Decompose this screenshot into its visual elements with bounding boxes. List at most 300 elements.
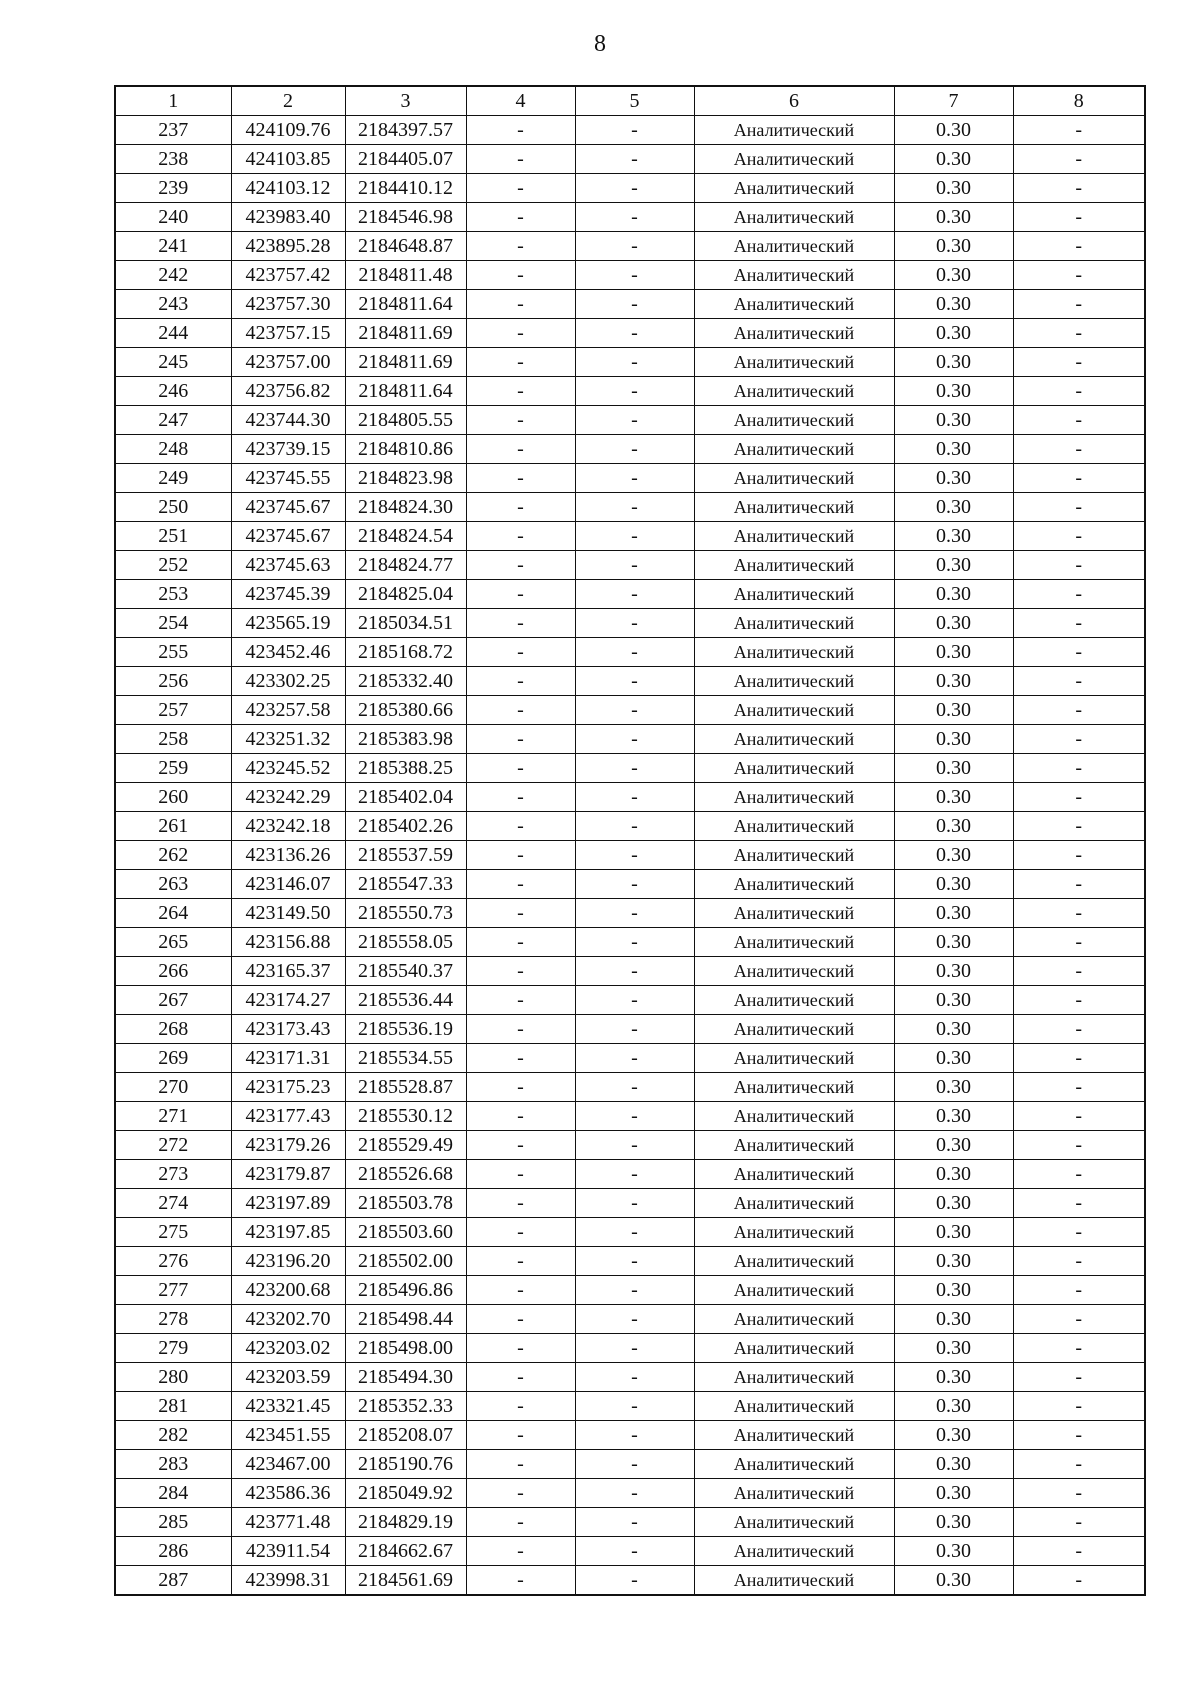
point-number-cell: 268: [115, 1015, 231, 1044]
y-coordinate-cell: 2184811.69: [345, 319, 466, 348]
x-coordinate-cell: 423757.00: [231, 348, 345, 377]
table-row: [115, 435, 1145, 464]
accuracy-cell: 0.30: [894, 1247, 1013, 1276]
column-5-cell: -: [575, 348, 694, 377]
method-cell: Аналитический: [694, 1450, 894, 1479]
header-cell-3: 3: [345, 86, 466, 116]
column-8-cell: -: [1013, 464, 1145, 493]
point-number-cell: 272: [115, 1131, 231, 1160]
table-row: [115, 203, 1145, 232]
table-row: [115, 1160, 1145, 1189]
accuracy-cell: 0.30: [894, 899, 1013, 928]
column-4-cell: -: [466, 116, 575, 145]
method-cell: Аналитический: [694, 1102, 894, 1131]
method-cell: Аналитический: [694, 1160, 894, 1189]
column-8-cell: -: [1013, 1160, 1145, 1189]
column-5-cell: -: [575, 464, 694, 493]
column-4-cell: -: [466, 551, 575, 580]
table-body: [115, 116, 1145, 1596]
column-5-cell: -: [575, 1566, 694, 1596]
point-number-cell: 278: [115, 1305, 231, 1334]
column-5-cell: -: [575, 667, 694, 696]
accuracy-cell: 0.30: [894, 609, 1013, 638]
method-cell: Аналитический: [694, 1276, 894, 1305]
x-coordinate-cell: 423174.27: [231, 986, 345, 1015]
y-coordinate-cell: 2185534.55: [345, 1044, 466, 1073]
accuracy-cell: 0.30: [894, 986, 1013, 1015]
point-number-cell: 259: [115, 754, 231, 783]
column-8-cell: -: [1013, 1044, 1145, 1073]
x-coordinate-cell: 423757.15: [231, 319, 345, 348]
table-row: [115, 725, 1145, 754]
x-coordinate-cell: 423242.18: [231, 812, 345, 841]
point-number-cell: 245: [115, 348, 231, 377]
point-number-cell: 287: [115, 1566, 231, 1596]
x-coordinate-cell: 423998.31: [231, 1566, 345, 1596]
accuracy-cell: 0.30: [894, 551, 1013, 580]
y-coordinate-cell: 2184811.48: [345, 261, 466, 290]
y-coordinate-cell: 2185332.40: [345, 667, 466, 696]
column-8-cell: -: [1013, 493, 1145, 522]
y-coordinate-cell: 2185190.76: [345, 1450, 466, 1479]
column-8-cell: -: [1013, 1479, 1145, 1508]
method-cell: Аналитический: [694, 812, 894, 841]
column-8-cell: -: [1013, 725, 1145, 754]
x-coordinate-cell: 423146.07: [231, 870, 345, 899]
column-5-cell: -: [575, 986, 694, 1015]
table-row: [115, 232, 1145, 261]
column-4-cell: -: [466, 261, 575, 290]
column-4-cell: -: [466, 1479, 575, 1508]
y-coordinate-cell: 2185503.60: [345, 1218, 466, 1247]
column-4-cell: -: [466, 435, 575, 464]
point-number-cell: 275: [115, 1218, 231, 1247]
y-coordinate-cell: 2184824.77: [345, 551, 466, 580]
method-cell: Аналитический: [694, 1073, 894, 1102]
column-5-cell: -: [575, 174, 694, 203]
column-4-cell: -: [466, 1334, 575, 1363]
y-coordinate-cell: 2184825.04: [345, 580, 466, 609]
column-8-cell: -: [1013, 522, 1145, 551]
column-8-cell: -: [1013, 1421, 1145, 1450]
column-5-cell: -: [575, 1276, 694, 1305]
x-coordinate-cell: 423565.19: [231, 609, 345, 638]
accuracy-cell: 0.30: [894, 522, 1013, 551]
x-coordinate-cell: 423745.67: [231, 522, 345, 551]
table-row: [115, 841, 1145, 870]
table-row: [115, 1305, 1145, 1334]
column-8-cell: -: [1013, 754, 1145, 783]
y-coordinate-cell: 2185496.86: [345, 1276, 466, 1305]
column-4-cell: -: [466, 1508, 575, 1537]
column-8-cell: -: [1013, 812, 1145, 841]
y-coordinate-cell: 2185536.44: [345, 986, 466, 1015]
x-coordinate-cell: 423911.54: [231, 1537, 345, 1566]
column-4-cell: -: [466, 841, 575, 870]
point-number-cell: 273: [115, 1160, 231, 1189]
point-number-cell: 281: [115, 1392, 231, 1421]
x-coordinate-cell: 423757.42: [231, 261, 345, 290]
column-4-cell: -: [466, 580, 575, 609]
accuracy-cell: 0.30: [894, 1479, 1013, 1508]
table-row: [115, 870, 1145, 899]
point-number-cell: 261: [115, 812, 231, 841]
table-row: [115, 1479, 1145, 1508]
column-4-cell: -: [466, 1363, 575, 1392]
accuracy-cell: 0.30: [894, 1537, 1013, 1566]
table-row: [115, 783, 1145, 812]
x-coordinate-cell: 423179.26: [231, 1131, 345, 1160]
column-5-cell: -: [575, 145, 694, 174]
column-5-cell: -: [575, 406, 694, 435]
point-number-cell: 242: [115, 261, 231, 290]
column-4-cell: -: [466, 464, 575, 493]
y-coordinate-cell: 2185388.25: [345, 754, 466, 783]
column-4-cell: -: [466, 928, 575, 957]
method-cell: Аналитический: [694, 1363, 894, 1392]
column-4-cell: -: [466, 667, 575, 696]
column-4-cell: -: [466, 1073, 575, 1102]
column-8-cell: -: [1013, 1189, 1145, 1218]
method-cell: Аналитический: [694, 377, 894, 406]
x-coordinate-cell: 423983.40: [231, 203, 345, 232]
method-cell: Аналитический: [694, 435, 894, 464]
x-coordinate-cell: 423467.00: [231, 1450, 345, 1479]
column-5-cell: -: [575, 1131, 694, 1160]
accuracy-cell: 0.30: [894, 290, 1013, 319]
column-8-cell: -: [1013, 609, 1145, 638]
column-8-cell: -: [1013, 928, 1145, 957]
method-cell: Аналитический: [694, 1479, 894, 1508]
x-coordinate-cell: 423745.39: [231, 580, 345, 609]
column-5-cell: -: [575, 1073, 694, 1102]
column-8-cell: -: [1013, 957, 1145, 986]
column-4-cell: -: [466, 1131, 575, 1160]
accuracy-cell: 0.30: [894, 493, 1013, 522]
column-8-cell: -: [1013, 899, 1145, 928]
column-4-cell: -: [466, 957, 575, 986]
point-number-cell: 267: [115, 986, 231, 1015]
table-row: [115, 406, 1145, 435]
point-number-cell: 249: [115, 464, 231, 493]
y-coordinate-cell: 2185536.19: [345, 1015, 466, 1044]
method-cell: Аналитический: [694, 754, 894, 783]
point-number-cell: 269: [115, 1044, 231, 1073]
column-5-cell: -: [575, 754, 694, 783]
point-number-cell: 270: [115, 1073, 231, 1102]
accuracy-cell: 0.30: [894, 580, 1013, 609]
y-coordinate-cell: 2185529.49: [345, 1131, 466, 1160]
point-number-cell: 285: [115, 1508, 231, 1537]
column-5-cell: -: [575, 1537, 694, 1566]
accuracy-cell: 0.30: [894, 1334, 1013, 1363]
x-coordinate-cell: 424103.85: [231, 145, 345, 174]
table-row: [115, 1247, 1145, 1276]
page-number: 8: [594, 31, 606, 57]
x-coordinate-cell: 423744.30: [231, 406, 345, 435]
method-cell: Аналитический: [694, 1334, 894, 1363]
x-coordinate-cell: 423771.48: [231, 1508, 345, 1537]
method-cell: Аналитический: [694, 1421, 894, 1450]
column-4-cell: -: [466, 1247, 575, 1276]
column-5-cell: -: [575, 1160, 694, 1189]
table-row: [115, 812, 1145, 841]
point-number-cell: 255: [115, 638, 231, 667]
accuracy-cell: 0.30: [894, 116, 1013, 145]
column-8-cell: -: [1013, 145, 1145, 174]
table-row: [115, 609, 1145, 638]
x-coordinate-cell: 423203.02: [231, 1334, 345, 1363]
column-4-cell: -: [466, 203, 575, 232]
x-coordinate-cell: 423203.59: [231, 1363, 345, 1392]
accuracy-cell: 0.30: [894, 957, 1013, 986]
column-8-cell: -: [1013, 232, 1145, 261]
column-5-cell: -: [575, 841, 694, 870]
table-row: [115, 1334, 1145, 1363]
column-8-cell: -: [1013, 261, 1145, 290]
table-row: [115, 1218, 1145, 1247]
table-row: [115, 638, 1145, 667]
column-4-cell: -: [466, 783, 575, 812]
column-5-cell: -: [575, 1450, 694, 1479]
table-row: [115, 493, 1145, 522]
method-cell: Аналитический: [694, 406, 894, 435]
column-8-cell: -: [1013, 870, 1145, 899]
table-row: [115, 1131, 1145, 1160]
method-cell: Аналитический: [694, 551, 894, 580]
column-4-cell: -: [466, 1421, 575, 1450]
y-coordinate-cell: 2185498.44: [345, 1305, 466, 1334]
coordinates-table-container: [114, 85, 1146, 1596]
column-8-cell: -: [1013, 783, 1145, 812]
x-coordinate-cell: 423745.67: [231, 493, 345, 522]
column-4-cell: -: [466, 145, 575, 174]
x-coordinate-cell: 423745.63: [231, 551, 345, 580]
header-cell-8: 8: [1013, 86, 1145, 116]
column-4-cell: -: [466, 1218, 575, 1247]
column-4-cell: -: [466, 1450, 575, 1479]
column-5-cell: -: [575, 928, 694, 957]
column-4-cell: -: [466, 1566, 575, 1596]
accuracy-cell: 0.30: [894, 783, 1013, 812]
point-number-cell: 277: [115, 1276, 231, 1305]
header-cell-6: 6: [694, 86, 894, 116]
x-coordinate-cell: 423242.29: [231, 783, 345, 812]
y-coordinate-cell: 2184811.64: [345, 290, 466, 319]
column-8-cell: -: [1013, 174, 1145, 203]
accuracy-cell: 0.30: [894, 261, 1013, 290]
point-number-cell: 241: [115, 232, 231, 261]
accuracy-cell: 0.30: [894, 174, 1013, 203]
method-cell: Аналитический: [694, 870, 894, 899]
y-coordinate-cell: 2184811.64: [345, 377, 466, 406]
method-cell: Аналитический: [694, 319, 894, 348]
column-8-cell: -: [1013, 696, 1145, 725]
column-5-cell: -: [575, 812, 694, 841]
column-8-cell: -: [1013, 1508, 1145, 1537]
point-number-cell: 251: [115, 522, 231, 551]
column-5-cell: -: [575, 1508, 694, 1537]
column-5-cell: -: [575, 232, 694, 261]
column-5-cell: -: [575, 261, 694, 290]
table-row: [115, 290, 1145, 319]
column-8-cell: -: [1013, 1537, 1145, 1566]
column-5-cell: -: [575, 696, 694, 725]
column-8-cell: -: [1013, 319, 1145, 348]
table-row: [115, 986, 1145, 1015]
table-row: [115, 116, 1145, 145]
column-8-cell: -: [1013, 667, 1145, 696]
column-8-cell: -: [1013, 1073, 1145, 1102]
x-coordinate-cell: 423257.58: [231, 696, 345, 725]
table-row: [115, 696, 1145, 725]
point-number-cell: 271: [115, 1102, 231, 1131]
table-row: [115, 1450, 1145, 1479]
accuracy-cell: 0.30: [894, 1566, 1013, 1596]
column-4-cell: -: [466, 1189, 575, 1218]
accuracy-cell: 0.30: [894, 1363, 1013, 1392]
accuracy-cell: 0.30: [894, 464, 1013, 493]
y-coordinate-cell: 2185049.92: [345, 1479, 466, 1508]
point-number-cell: 243: [115, 290, 231, 319]
point-number-cell: 254: [115, 609, 231, 638]
accuracy-cell: 0.30: [894, 377, 1013, 406]
x-coordinate-cell: 423251.32: [231, 725, 345, 754]
point-number-cell: 282: [115, 1421, 231, 1450]
y-coordinate-cell: 2185502.00: [345, 1247, 466, 1276]
y-coordinate-cell: 2185380.66: [345, 696, 466, 725]
point-number-cell: 264: [115, 899, 231, 928]
method-cell: Аналитический: [694, 116, 894, 145]
point-number-cell: 252: [115, 551, 231, 580]
accuracy-cell: 0.30: [894, 1305, 1013, 1334]
x-coordinate-cell: 423156.88: [231, 928, 345, 957]
table-header: [115, 86, 1145, 116]
column-8-cell: -: [1013, 1392, 1145, 1421]
accuracy-cell: 0.30: [894, 1189, 1013, 1218]
y-coordinate-cell: 2184811.69: [345, 348, 466, 377]
column-8-cell: -: [1013, 1247, 1145, 1276]
column-4-cell: -: [466, 1276, 575, 1305]
column-4-cell: -: [466, 638, 575, 667]
x-coordinate-cell: 423245.52: [231, 754, 345, 783]
column-8-cell: -: [1013, 1566, 1145, 1596]
column-5-cell: -: [575, 1044, 694, 1073]
method-cell: Аналитический: [694, 667, 894, 696]
column-5-cell: -: [575, 1421, 694, 1450]
table-row: [115, 1363, 1145, 1392]
accuracy-cell: 0.30: [894, 1073, 1013, 1102]
column-5-cell: -: [575, 551, 694, 580]
column-4-cell: -: [466, 986, 575, 1015]
column-4-cell: -: [466, 899, 575, 928]
accuracy-cell: 0.30: [894, 754, 1013, 783]
accuracy-cell: 0.30: [894, 1450, 1013, 1479]
y-coordinate-cell: 2185526.68: [345, 1160, 466, 1189]
coordinates-table: [114, 85, 1146, 1596]
method-cell: Аналитический: [694, 638, 894, 667]
point-number-cell: 283: [115, 1450, 231, 1479]
column-8-cell: -: [1013, 580, 1145, 609]
column-4-cell: -: [466, 812, 575, 841]
y-coordinate-cell: 2184662.67: [345, 1537, 466, 1566]
column-5-cell: -: [575, 580, 694, 609]
column-8-cell: -: [1013, 406, 1145, 435]
y-coordinate-cell: 2184829.19: [345, 1508, 466, 1537]
table-row: [115, 1073, 1145, 1102]
column-8-cell: -: [1013, 203, 1145, 232]
point-number-cell: 256: [115, 667, 231, 696]
column-4-cell: -: [466, 1160, 575, 1189]
column-4-cell: -: [466, 609, 575, 638]
point-number-cell: 286: [115, 1537, 231, 1566]
column-4-cell: -: [466, 1044, 575, 1073]
x-coordinate-cell: 423451.55: [231, 1421, 345, 1450]
column-8-cell: -: [1013, 551, 1145, 580]
y-coordinate-cell: 2185540.37: [345, 957, 466, 986]
table-row: [115, 1566, 1145, 1596]
header-row: [115, 86, 1145, 116]
point-number-cell: 237: [115, 116, 231, 145]
column-8-cell: -: [1013, 1450, 1145, 1479]
y-coordinate-cell: 2185402.04: [345, 783, 466, 812]
y-coordinate-cell: 2185503.78: [345, 1189, 466, 1218]
accuracy-cell: 0.30: [894, 725, 1013, 754]
column-4-cell: -: [466, 377, 575, 406]
y-coordinate-cell: 2184405.07: [345, 145, 466, 174]
column-8-cell: -: [1013, 841, 1145, 870]
header-cell-1: 1: [115, 86, 231, 116]
x-coordinate-cell: 423173.43: [231, 1015, 345, 1044]
column-8-cell: -: [1013, 638, 1145, 667]
y-coordinate-cell: 2185402.26: [345, 812, 466, 841]
column-5-cell: -: [575, 116, 694, 145]
point-number-cell: 265: [115, 928, 231, 957]
table-row: [115, 1276, 1145, 1305]
y-coordinate-cell: 2185168.72: [345, 638, 466, 667]
table-row: [115, 348, 1145, 377]
y-coordinate-cell: 2185208.07: [345, 1421, 466, 1450]
method-cell: Аналитический: [694, 522, 894, 551]
column-8-cell: -: [1013, 1131, 1145, 1160]
accuracy-cell: 0.30: [894, 203, 1013, 232]
y-coordinate-cell: 2184810.86: [345, 435, 466, 464]
x-coordinate-cell: 423321.45: [231, 1392, 345, 1421]
method-cell: Аналитический: [694, 928, 894, 957]
method-cell: Аналитический: [694, 261, 894, 290]
table-row: [115, 957, 1145, 986]
column-8-cell: -: [1013, 1102, 1145, 1131]
y-coordinate-cell: 2184546.98: [345, 203, 466, 232]
x-coordinate-cell: 423452.46: [231, 638, 345, 667]
x-coordinate-cell: 424109.76: [231, 116, 345, 145]
accuracy-cell: 0.30: [894, 1392, 1013, 1421]
header-cell-7: 7: [894, 86, 1013, 116]
column-8-cell: -: [1013, 1218, 1145, 1247]
x-coordinate-cell: 423171.31: [231, 1044, 345, 1073]
x-coordinate-cell: 423197.89: [231, 1189, 345, 1218]
method-cell: Аналитический: [694, 1131, 894, 1160]
column-4-cell: -: [466, 348, 575, 377]
column-4-cell: -: [466, 1392, 575, 1421]
point-number-cell: 244: [115, 319, 231, 348]
column-4-cell: -: [466, 754, 575, 783]
point-number-cell: 240: [115, 203, 231, 232]
table-row: [115, 464, 1145, 493]
x-coordinate-cell: 423197.85: [231, 1218, 345, 1247]
method-cell: Аналитический: [694, 841, 894, 870]
method-cell: Аналитический: [694, 290, 894, 319]
